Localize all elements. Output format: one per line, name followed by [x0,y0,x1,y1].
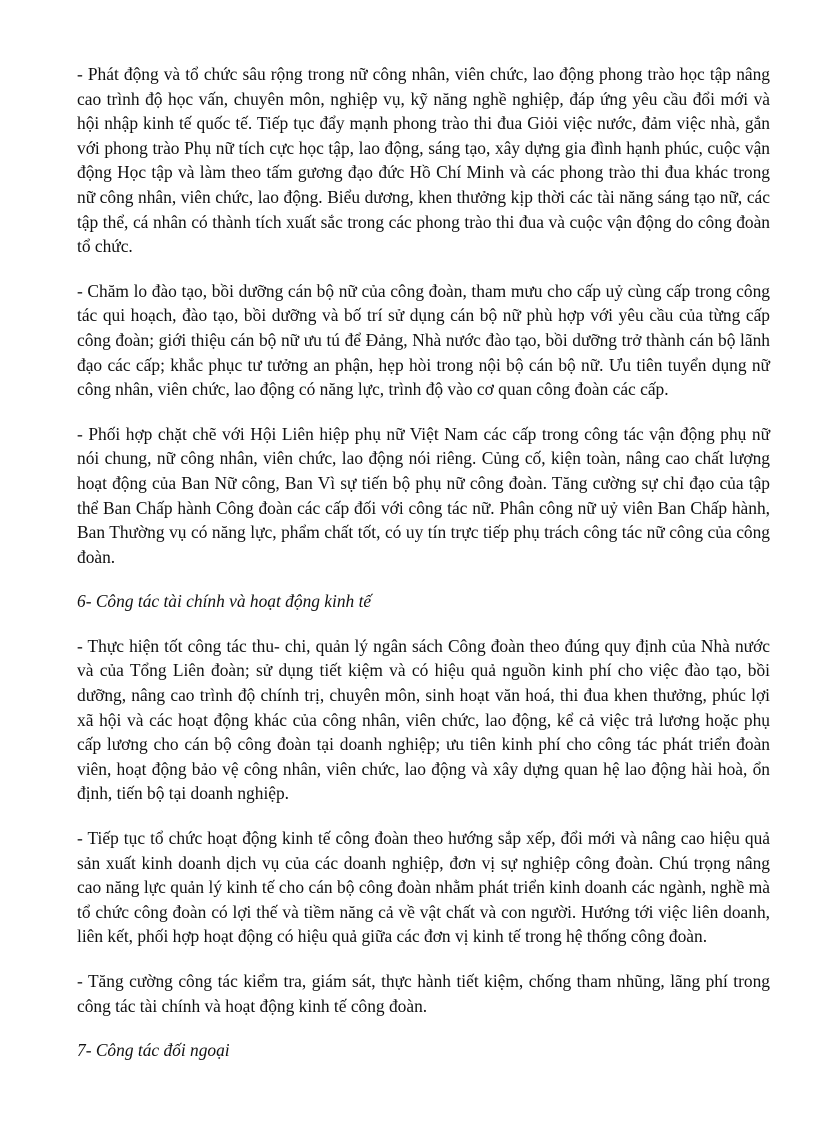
paragraph-inspection-anti-corruption: - Tăng cường công tác kiểm tra, giám sát, thực hành tiết kiệm, chống tham nhũng, lãng phí trong công tác tài chính và hoạt động kinh tế công đoàn. [77,971,770,1016]
section-heading-finance-economics: 6- Công tác tài chính và hoạt động kinh tế [77,591,372,612]
paragraph-economic-activities: - Tiếp tục tổ chức hoạt động kinh tế công đoàn theo hướng sắp xếp, đổi mới và nâng cao hiệu quả sản xuất kinh doanh dịch vụ của các doanh nghiệp, đơn vị sự nghiệp công đoàn. Chú trọng nâng cao năng lực quản lý kinh tế cho cán bộ công đoàn nhằm phát triển kinh doanh các ngành, nghề mà tổ chức công đoàn có lợi thế và tiềm năng cả về vật chất và con người. Hướng tới việc liên doanh, liên kết, phối hợp hoạt động có hiệu quả giữa các đơn vị kinh tế trong hệ thống công đoàn. [77,828,770,947]
paragraph-women-emulation: - Phát động và tổ chức sâu rộng trong nữ công nhân, viên chức, lao động phong trào học tập nâng cao trình độ học vấn, chuyên môn, nghiệp vụ, kỹ năng nghề nghiệp, đáp ứng yêu cầu đổi mới và hội nhập kinh tế quốc tế. Tiếp tục đẩy mạnh phong trào thi đua Giỏi việc nước, đảm việc nhà, gắn với phong trào Phụ nữ tích cực học tập, lao động, sáng tạo, xây dựng gia đình hạnh phúc, cuộc vận động Học tập và làm theo tấm gương đạo đức Hồ Chí Minh và các phong trào thi đua khác trong nữ công nhân, viên chức, lao động. Biểu dương, khen thưởng kịp thời các tài năng sáng tạo nữ, các tập thể, cá nhân có thành tích xuất sắc trong các phong trào thi đua và cuộc vận động do công đoàn tổ chức. [77,64,770,257]
paragraph-women-cadre-training: - Chăm lo đào tạo, bồi dưỡng cán bộ nữ của công đoàn, tham mưu cho cấp uỷ cùng cấp trong công tác qui hoạch, đào tạo, bồi dưỡng và bố trí sử dụng cán bộ nữ phù hợp với yêu cầu của từng cấp công đoàn; giới thiệu cán bộ nữ ưu tú để Đảng, Nhà nước đào tạo, bồi dưỡng trở thành cán bộ lãnh đạo các cấp; khắc phục tư tưởng an phận, hẹp hòi trong nội bộ cán bộ nữ. Ưu tiên tuyển dụng nữ công nhân, viên chức, lao động có năng lực, trình độ vào cơ quan công đoàn các cấp. [77,280,770,400]
paragraph-budget-management: - Thực hiện tốt công tác thu- chi, quản lý ngân sách Công đoàn theo đúng quy định của Nhà nước và của Tổng Liên đoàn; sử dụng tiết kiệm và có hiệu quả nguồn kinh phí cho việc đào tạo, bồi dưỡng, nâng cao trình độ chính trị, chuyên môn, sinh hoạt văn hoá, thi đua khen thưởng, phúc lợi xã hội và các hoạt động khác của công nhân, viên chức, lao động, kể cả việc trả lương hoặc phụ cấp lương cho cán bộ công đoàn tại doanh nghiệp; ưu tiên kinh phí cho công tác phát triển đoàn viên, hoạt động bảo vệ công nhân, viên chức, lao động và xây dựng quan hệ lao động hài hoà, ổn định, tiến bộ tại doanh nghiệp. [77,635,770,804]
section-heading-foreign-affairs: 7- Công tác đối ngoại [77,1040,230,1061]
paragraph-womens-union-coordination: - Phối hợp chặt chẽ với Hội Liên hiệp phụ nữ Việt Nam các cấp trong công tác vận động phụ nữ nói chung, nữ công nhân, viên chức, lao động nói riêng. Củng cố, kiện toàn, nâng cao chất lượng hoạt động của Ban Nữ công, Ban Vì sự tiến bộ phụ nữ công đoàn. Tăng cường sự chỉ đạo của tập thể Ban Chấp hành Công đoàn các cấp đối với công tác nữ. Phân công nữ uỷ viên Ban Chấp hành, Ban Thường vụ có năng lực, phẩm chất tốt, có uy tín trực tiếp phụ trách công tác nữ công của công đoàn. [77,423,770,567]
document-page [77,62,770,1083]
